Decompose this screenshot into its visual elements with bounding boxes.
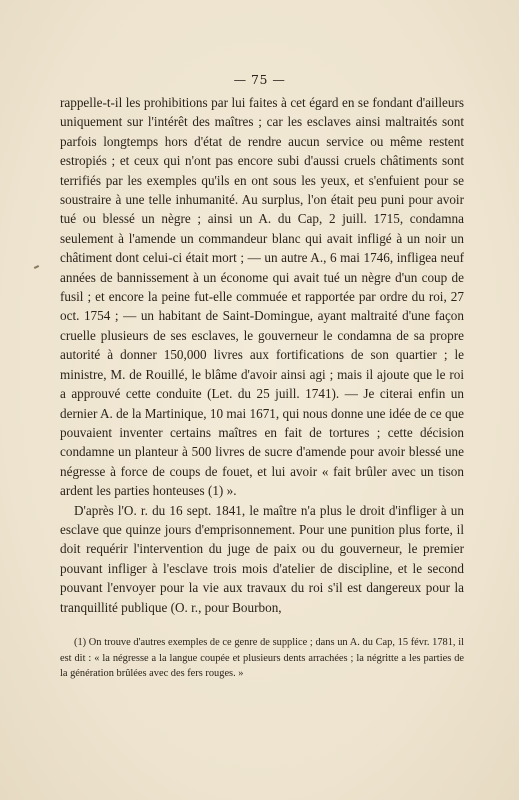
footnotes	[60, 635, 464, 682]
paragraph-2: D'après l'O. r. du 16 sept. 1841, le maître n'a plus le droit d'infliger à un esclave que quinze jours d'emprisonnement. Pour une punition plus forte, il doit requérir l'intervention du juge de paix ou du gouverneur, le premier pouvant infliger à l'esclave trois mois d'atelier de discipline, et le second pouvant l'envoyer pour la vie aux travaux du roi s'il est dangereux pour la tranquillité publique (O. r., pour Bourbon,	[60, 502, 464, 615]
footnote-1: (1) On trouve d'autres exemples de ce genre de supplice ; dans un A. du Cap, 15 févr. 1781, il est dit : « la négresse a la langue coupée et plusieurs dents arrachées ; la négritte a les parties de la génération brûlées avec des fers rouges. »	[60, 637, 464, 680]
margin-pencil-mark	[34, 265, 39, 269]
paragraph-1: rappelle-t-il les prohibitions par lui faites à cet égard en se fondant d'ailleurs uniquement sur l'intérêt des maîtres ; car les esclaves ainsi maltraités sont parfois longtemps hors d'état de rendre aucun service ou même restent estropiés ; et ceux qui n'ont pas encore subi d'aussi cruels châtiments sont terrifiés par les exemples qu'ils en ont sous les yeux, et s'enfuient pour se soustraire à une telle inhumanité. Au surplus, l'on était peu puni pour avoir tué ou blessé un nègre ; ainsi un A. du Cap, 2 juill. 1715, condamna seulement à l'amende un commandeur blanc qui avait infligé à un noir un châtiment dont celui-ci était mort ; — un autre A., 6 mai 1746, infligea neuf années de bannissement à un économe qui avait tué un nègre d'un coup de fusil ; et encore la peine fut-elle commuée et rapportée par ordre du roi, 27 oct. 1754 ; — un habitant de Saint-Domingue, ayant maltraité d'une façon cruelle plusieurs de ses esclaves, le gouverneur le condamna de sa propre autorité à donner 150,000 livres aux fortifications de son quartier ; le ministre, M. de Rouillé, le blâme d'avoir ainsi agi ; mais il ajoute que le roi a approuvé cette conduite (Let. du 25 juill. 1741). — Je citerai enfin un dernier A. de la Martinique, 10 mai 1671, qui nous donne une idée de ce que pouvaient inventer certains maîtres en fait de tortures ; cette décision condamne un planteur à 500 livres de sucre d'amende pour avoir blessé une négresse à force de coups de fouet, et lui avoir « fait brûler avec un tison ardent les parties honteuses (1) ».	[60, 95, 464, 499]
main-text	[60, 93, 464, 617]
page-number: — 75 —	[233, 72, 286, 87]
